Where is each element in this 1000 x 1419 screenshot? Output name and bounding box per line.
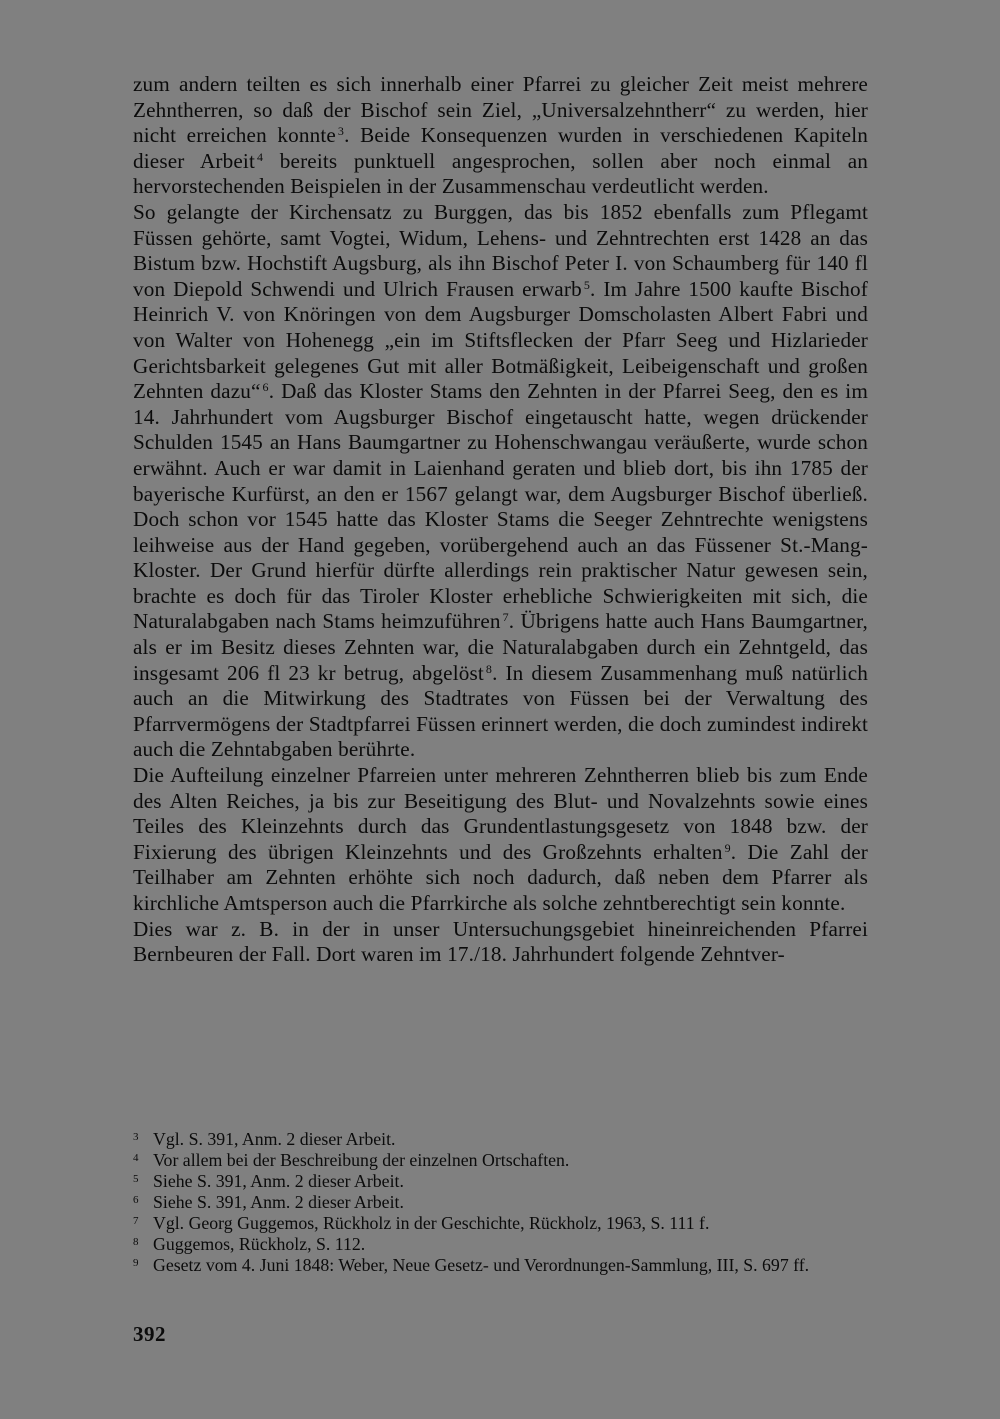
footnote-reference: 9 (724, 840, 731, 855)
footnote-mark: 7 (133, 1215, 139, 1227)
footnote-text: Vor allem bei der Beschreibung der einzelnen Ortschaften. (153, 1150, 570, 1170)
footnote-text: Guggemos, Rückholz, S. 112. (153, 1234, 366, 1254)
paragraph-text: . Übrigens hatte auch Hans Baumgartner, als er im Besitz dieses Zehnten war, die Naturalabgaben durch ein Zehntgeld, das insgesamt 206 fl 23 kr betrug, abgelöst (133, 609, 868, 685)
footnotes (133, 1129, 868, 1276)
footnote-text: Vgl. S. 391, Anm. 2 dieser Arbeit. (153, 1129, 396, 1149)
footnote-reference: 4 (256, 149, 264, 164)
footnote-8 (133, 1234, 868, 1255)
footnote-4 (133, 1150, 868, 1171)
paragraph-text: Dies war z. B. in der in unser Untersuchungsgebiet hineinreichenden Pfarrei Bernbeuren der Fall. Dort waren im 17./18. Jahrhundert folgende Zehntver- (133, 916, 868, 967)
paragraph-text: Die Aufteilung einzelner Pfarreien unter mehreren Zehntherren blieb bis zum Ende des Alten Reiches, ja bis zur Beseitigung des Blut- und Novalzehnts sowie eines Teiles des Kleinzehnts durch das Grundentlastungsgesetz von 1848 bzw. der Fixierung des übrigen Kleinzehnts und des Großzehnts erhalten (133, 763, 868, 864)
footnote-mark: 6 (133, 1194, 139, 1206)
paragraph-text: . In diesem Zusammenhang muß natürlich auch an die Mitwirkung des Stadtrates von Füssen bei der Verwaltung des Pfarrvermögens der Stadtpfarrei Füssen erinnert werden, die doch zumindest indirekt auch die Zehntabgaben berührte. (133, 660, 868, 762)
footnote-text: Gesetz vom 4. Juni 1848: Weber, Neue Gesetz- und Verordnungen-Sammlung, III, S. 697 ff. (153, 1255, 810, 1275)
footnote-reference: 5 (583, 277, 590, 292)
paragraph-text: . Im Jahre 1500 kaufte Bischof Heinrich V. von Knöringen von dem Augsburger Domscholasten Albert Fabri und von Walter von Hohenegg „ein im Stiftsflecken der Pfarr Seeg und Hizlarieder Gerichtsbarkeit gelegenes Gut mit aller Botmäßigkeit, Leibeigenschaft und großen Zehnten dazu“ (133, 276, 868, 404)
paragraph-4 (133, 917, 868, 968)
footnote-9 (133, 1255, 868, 1276)
footnote-mark: 8 (133, 1236, 139, 1248)
footnote-text: Vgl. Georg Guggemos, Rückholz in der Geschichte, Rückholz, 1963, S. 111 f. (153, 1213, 710, 1233)
footnote-reference: 6 (262, 380, 269, 395)
paragraph-3 (133, 763, 868, 917)
footnote-reference: 7 (502, 610, 509, 625)
footnote-mark: 4 (133, 1152, 139, 1164)
page-number: 392 (133, 1322, 166, 1346)
footnote-text: Siehe S. 391, Anm. 2 dieser Arbeit. (153, 1171, 404, 1191)
footnote-reference: 8 (485, 661, 493, 676)
paragraph-2 (133, 200, 868, 763)
paragraph-text: So gelangte der Kirchensatz zu Burggen, das bis 1852 ebenfalls zum Pflegamt Füssen gehörte, samt Vogtei, Widum, Lehens- und Zehntrechten erst 1428 an das Bistum bzw. Hochstift Augsburg, als ihn Bischof Peter I. von Schaumberg für 140 fl von Diepold Schwendi und Ulrich Frausen erwarb (133, 199, 868, 301)
footnote-5 (133, 1171, 868, 1192)
paragraph-text: . Daß das Kloster Stams den Zehnten in der Pfarrei Seeg, den es im 14. Jahrhundert vom Augsburger Bischof eingetauscht hatte, wegen drückender Schulden 1545 an Hans Baumgartner zu Hohenschwangau veräußerte, wurde schon erwähnt. Auch er war damit in Laienhand geraten und blieb dort, bis ihn 1785 der bayerische Kurfürst, an den er 1567 gelangt war, dem Augsburger Bischof überließ. Doch schon vor 1545 hatte das Kloster Stams die Seeger Zehntrechte wenigstens leihweise aus der Hand gegeben, vorübergehend auch an das Füssener St.-Mang-Kloster. Der Grund hierfür dürfte allerdings rein praktischer Natur gewesen sein, brachte es doch für das Tiroler Kloster erhebliche Schwierigkeiten mit sich, die Naturalabgaben nach Stams heimzuführen (133, 379, 868, 634)
footnote-mark: 5 (133, 1173, 139, 1185)
footnote-6 (133, 1192, 868, 1213)
footnote-text: Siehe S. 391, Anm. 2 dieser Arbeit. (153, 1192, 404, 1212)
paragraph-text: . Die Zahl der Teilhaber am Zehnten erhöhte sich noch dadurch, daß neben dem Pfarrer als kirchliche Amtsperson auch die Pfarrkirche als solche zehntberechtigt sein konnte. (133, 839, 868, 915)
paragraph-text: bereits punktuell angesprochen, sollen aber noch einmal an hervorstechenden Beispielen in der Zusammenschau verdeutlicht werden. (133, 148, 869, 199)
paragraph-text: zum andern teilten es sich innerhalb einer Pfarrei zu gleicher Zeit meist mehrere Zehntherren, so daß der Bischof sein Ziel, „Universalzehntherr“ zu werden, hier nicht erreichen konnte (133, 72, 868, 148)
footnote-reference: 3 (337, 124, 345, 139)
footnote-7 (133, 1213, 868, 1234)
paragraph-text: . Beide Konsequenzen wurden in verschiedenen Kapiteln dieser Arbeit (133, 123, 868, 173)
footnote-mark: 3 (133, 1131, 139, 1143)
footnote-3 (133, 1129, 868, 1150)
paragraph-1 (133, 72, 868, 200)
footnote-mark: 9 (133, 1257, 139, 1269)
main-text (133, 72, 868, 968)
